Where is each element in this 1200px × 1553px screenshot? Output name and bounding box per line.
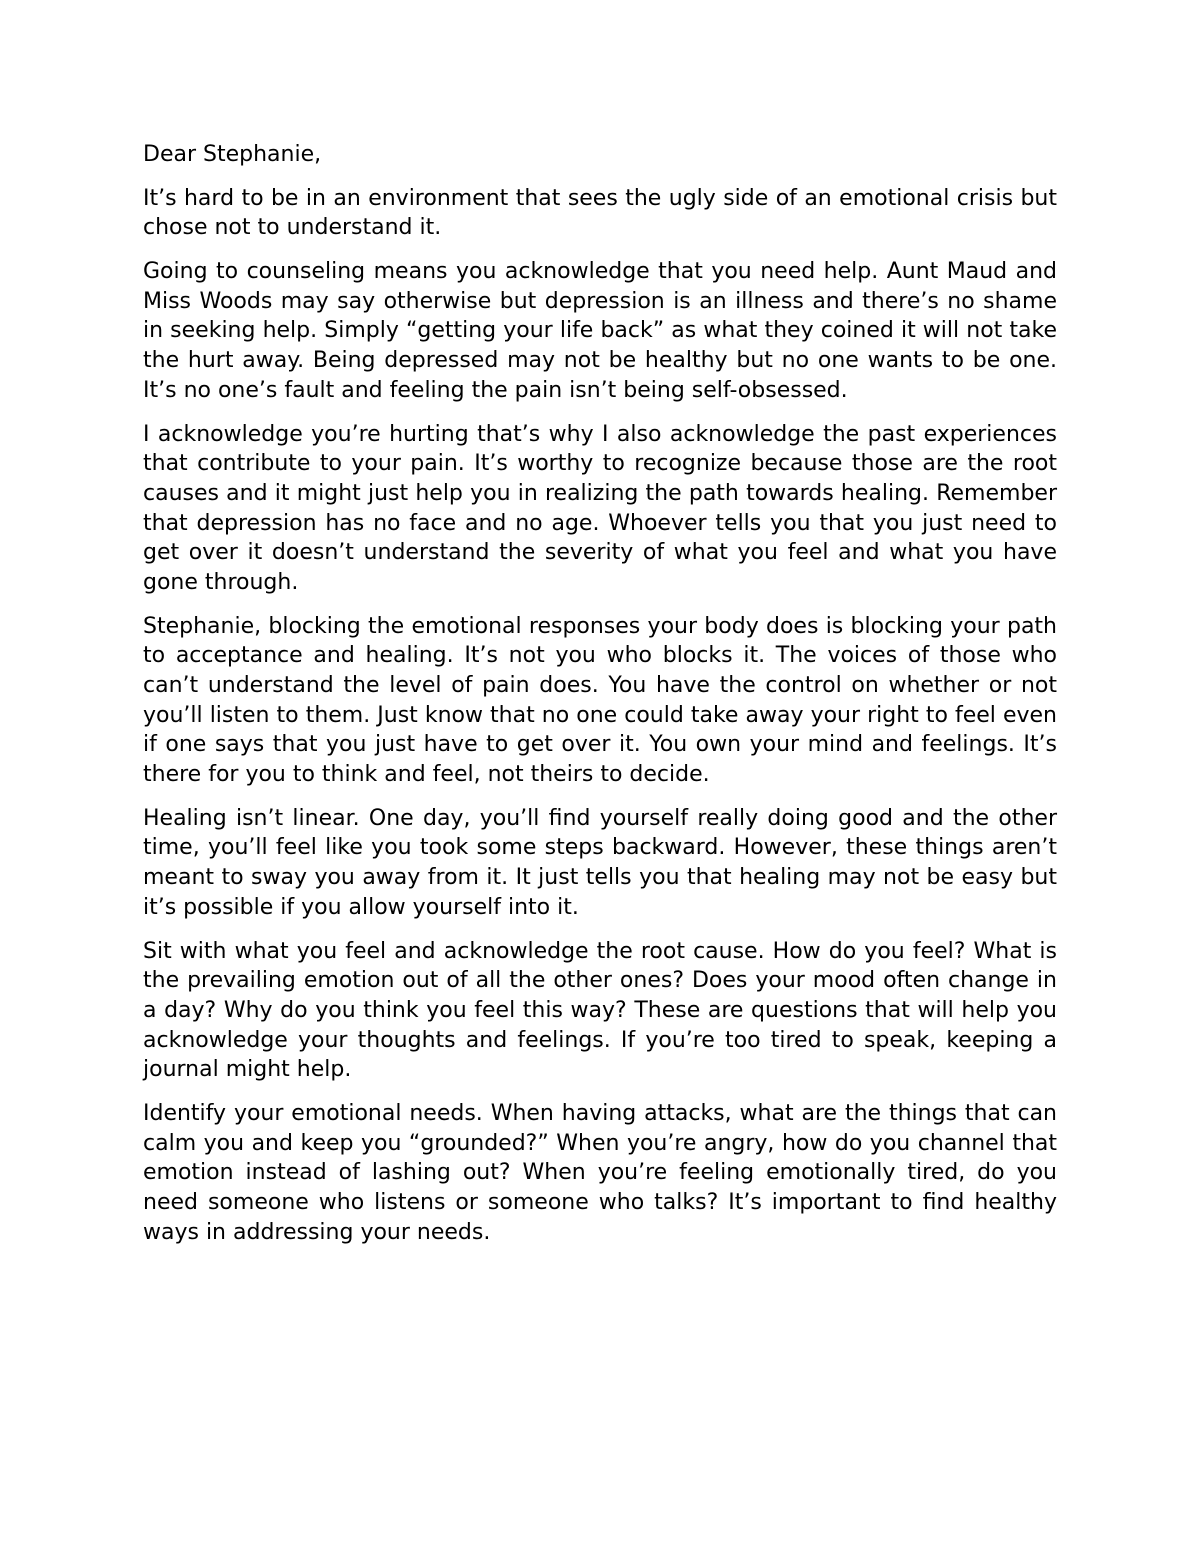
paragraph-7: Identify your emotional needs. When having attacks, what are the things that can calm you and keep you “grounded?” When you’re angry, how do you channel that emotion instead of lashing out? When you’re feeling emotionally tired, do you need someone who listens or someone who talks? It’s important to find healthy ways in addressing your needs. xyxy=(143,1101,1057,1245)
paragraph-3: I acknowledge you’re hurting that’s why I also acknowledge the past experiences that contribute to your pain. It’s worthy to recognize because those are the root causes and it might just help you in realizing the path towards healing. Remember that depression has no face and no age. Whoever tells you that you just need to get over it doesn’t understand the severity of what you feel and what you have gone through. xyxy=(143,421,1057,595)
paragraph-6: Sit with what you feel and acknowledge the root cause. How do you feel? What is the prevailing emotion out of all the other ones? Does your mood often change in a day? Why do you think you feel this way? These are questions that will help you acknowledge your thoughts and feelings. If you’re too tired to speak, keeping a journal might help. xyxy=(143,938,1057,1083)
letter-body xyxy=(143,140,1057,1262)
paragraph-1: It’s hard to be in an environment that sees the ugly side of an emotional crisis but chose not to understand it. xyxy=(143,185,1057,241)
paragraph-2: Going to counseling means you acknowledge that you need help. Aunt Maud and Miss Woods may say otherwise but depression is an illness and there’s no shame in seeking help. Simply “getting your life back” as what they coined it will not take the hurt away. Being depressed may not be healthy but no one wants to be one. It’s no one’s fault and feeling the pain isn’t being self-obsessed. xyxy=(143,259,1057,403)
paragraph-5: Healing isn’t linear. One day, you’ll find yourself really doing good and the other time, you’ll feel like you took some steps backward. However, these things aren’t meant to sway you away from it. It just tells you that healing may not be easy but it’s possible if you allow yourself into it. xyxy=(143,805,1057,920)
salutation: Dear Stephanie, xyxy=(143,142,322,167)
paragraph-4: Stephanie, blocking the emotional responses your body does is blocking your path to acceptance and healing. It’s not you who blocks it. The voices of those who can’t understand the level of pain does. You have the control on whether or not you’ll listen to them. Just know that no one could take away your right to feel even if one says that you just have to get over it. You own your mind and feelings. It’s there for you to think and feel, not theirs to decide. xyxy=(143,613,1057,787)
